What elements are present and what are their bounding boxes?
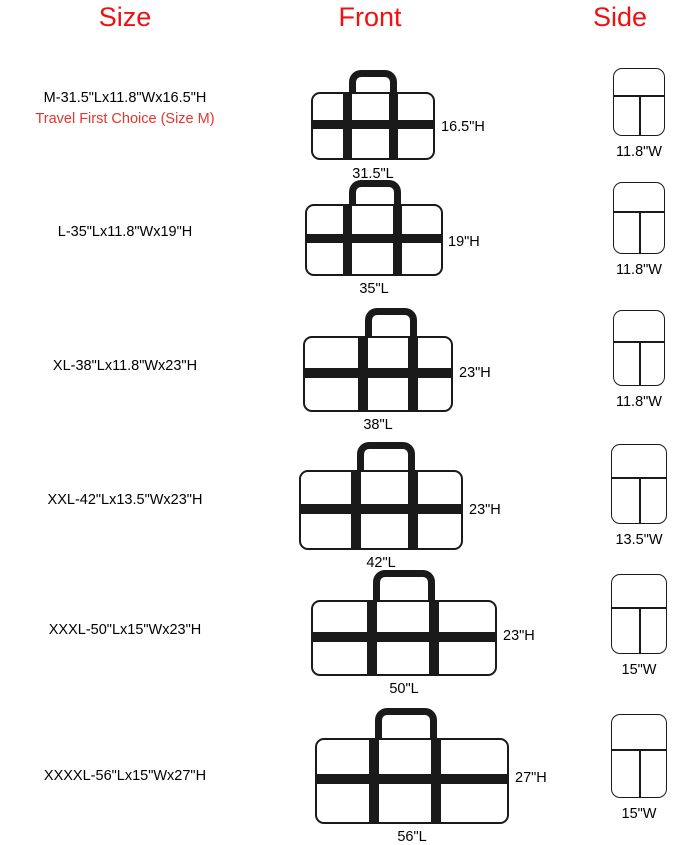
side-divider-vertical <box>639 749 641 797</box>
side-body <box>611 574 667 654</box>
front-view <box>311 570 541 697</box>
length-dimension: 56"L <box>397 829 427 845</box>
size-label: XXXL-50"Lx15"Wx23"H <box>48 622 202 638</box>
height-dimension: 23"H <box>459 365 491 381</box>
height-dimension: 23"H <box>503 628 535 644</box>
size-label: XL-38"Lx11.8"Wx23"H <box>52 358 198 374</box>
bag-strap-horizontal <box>301 504 461 514</box>
height-dimension: 27"H <box>515 770 547 786</box>
front-view <box>305 180 515 295</box>
bag-body <box>315 738 509 824</box>
width-dimension: 11.8"W <box>616 394 662 410</box>
size-note: Travel First Choice (Size M) <box>35 111 215 128</box>
width-dimension: 11.8"W <box>616 144 662 160</box>
width-dimension: 15"W <box>621 806 657 822</box>
side-view <box>611 574 679 692</box>
size-label-group <box>0 88 250 130</box>
height-dimension: 19"H <box>448 234 480 250</box>
bag-strap-horizontal <box>313 632 495 642</box>
side-divider-vertical <box>639 211 641 253</box>
front-view <box>315 708 547 845</box>
side-body <box>613 182 665 254</box>
length-dimension: 50"L <box>389 681 419 697</box>
size-label-group <box>0 222 250 243</box>
bag-body <box>303 336 453 412</box>
side-view <box>613 182 679 292</box>
front-view <box>299 442 519 571</box>
size-label: XXL-42"Lx13.5"Wx23"H <box>47 492 203 508</box>
bag-strap-horizontal <box>307 234 441 243</box>
side-divider-vertical <box>639 477 641 523</box>
side-body <box>611 714 667 798</box>
side-divider-vertical <box>639 95 641 135</box>
size-label-group <box>0 356 250 377</box>
side-body <box>611 444 667 524</box>
side-divider-vertical <box>639 341 641 385</box>
bag-strap-horizontal <box>313 120 433 129</box>
side-divider-horizontal <box>614 341 664 343</box>
width-dimension: 13.5"W <box>615 532 663 548</box>
side-divider-horizontal <box>612 607 666 609</box>
bag-strap-horizontal <box>305 368 451 378</box>
column-header-size: Size <box>98 2 152 32</box>
side-view <box>611 714 679 834</box>
side-divider-horizontal <box>614 95 664 97</box>
size-label-group <box>0 490 250 511</box>
length-dimension: 38"L <box>363 417 393 433</box>
side-divider-horizontal <box>612 477 666 479</box>
length-dimension: 42"L <box>366 555 396 571</box>
height-dimension: 23"H <box>469 502 501 518</box>
table-row <box>0 560 679 697</box>
column-header-side: Side <box>592 2 648 32</box>
side-view <box>611 444 679 562</box>
width-dimension: 11.8"W <box>616 262 662 278</box>
side-divider-horizontal <box>614 211 664 213</box>
side-view <box>613 68 679 178</box>
length-dimension: 31.5"L <box>352 166 394 182</box>
bag-strap-horizontal <box>317 774 507 784</box>
size-label-group <box>0 620 250 641</box>
width-dimension: 15"W <box>621 662 657 678</box>
side-view <box>613 310 679 425</box>
column-header-front: Front <box>338 2 402 32</box>
chart-header <box>0 0 679 44</box>
side-divider-horizontal <box>612 749 666 751</box>
size-label-group <box>0 766 250 787</box>
front-view <box>311 70 511 180</box>
length-dimension: 35"L <box>359 281 389 297</box>
bag-body <box>311 600 497 676</box>
bag-body <box>299 470 463 550</box>
table-row <box>0 700 679 845</box>
table-row <box>0 430 679 571</box>
table-row <box>0 48 679 182</box>
height-dimension: 16.5"H <box>441 119 485 135</box>
side-body <box>613 68 665 136</box>
size-label: M-31.5"Lx11.8"Wx16.5"H <box>43 90 207 106</box>
bag-body <box>311 92 435 160</box>
table-row <box>0 296 679 433</box>
side-body <box>613 310 665 386</box>
front-view <box>303 308 518 433</box>
table-row <box>0 170 679 295</box>
size-label: XXXXL-56"Lx15"Wx27"H <box>43 768 207 784</box>
bag-body <box>305 204 443 276</box>
side-divider-vertical <box>639 607 641 653</box>
size-label: L-35"Lx11.8"Wx19"H <box>57 224 193 240</box>
